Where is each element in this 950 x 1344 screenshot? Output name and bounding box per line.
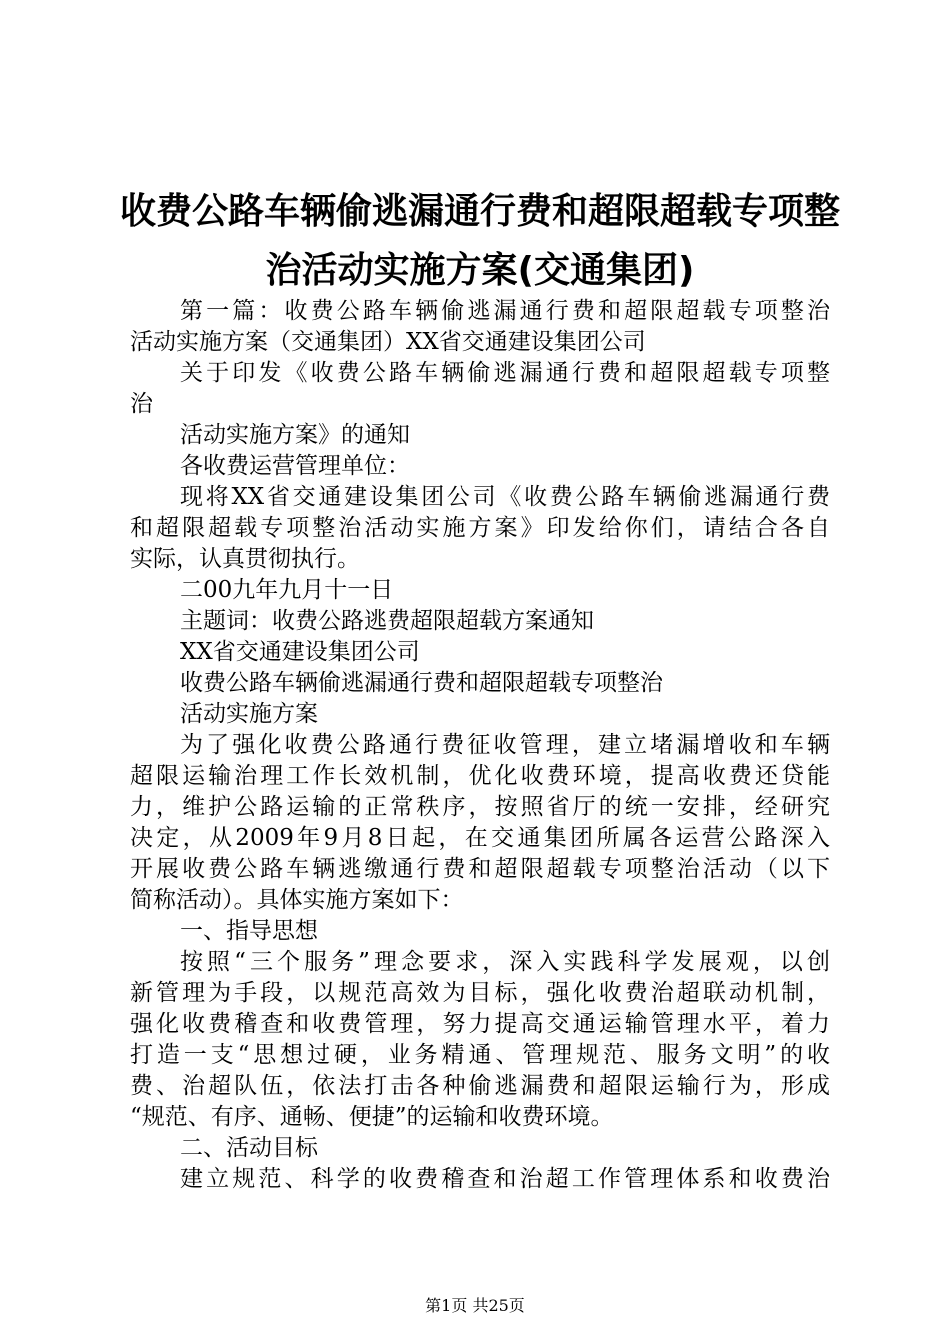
document-title-line-1: 收费公路车辆偷逃漏通行费和超限超载专项整 [120,191,841,232]
body-line: 为了强化收费公路通行费征收管理，建立堵漏增收和车辆 [180,732,830,758]
body-line: 活动实施方案（交通集团）XX省交通建设集团公司 [130,329,646,355]
body-line: 治 [130,391,153,417]
body-line: 收费公路车辆偷逃漏通行费和超限超载专项整治 [180,670,663,696]
document-body [130,296,830,1195]
body-line: 力，维护公路运输的正常秩序，按照省厅的统一安排，经研究 [130,794,830,820]
body-line: 费、治超队伍，依法打击各种偷逃漏费和超限运输行为，形成 [130,1073,830,1099]
body-line: 新管理为手段，以规范高效为目标，强化收费治超联动机制， [130,980,830,1006]
body-line: 二00九年九月十一日 [180,577,394,603]
body-line: “规范、有序、通畅、便捷”的运输和收费环境。 [130,1104,614,1130]
body-line: 活动实施方案 [180,701,318,727]
document-title-line-2: 治活动实施方案(交通集团) [265,250,695,291]
body-line: 现将XX省交通建设集团公司《收费公路车辆偷逃漏通行费 [180,484,830,510]
body-line: 和超限超载专项整治活动实施方案》印发给你们，请结合各自 [130,515,830,541]
body-line: 决定，从2009年9月8日起，在交通集团所属各运营公路深入 [130,825,830,851]
body-line: 建立规范、科学的收费稽查和治超工作管理体系和收费治 [180,1166,830,1192]
body-line: 活动实施方案》的通知 [180,422,410,448]
body-line: 关于印发《收费公路车辆偷逃漏通行费和超限超载专项整 [180,360,830,386]
section-heading: 一、指导思想 [180,918,318,944]
body-line: 开展收费公路车辆逃缴通行费和超限超载专项整治活动（以下 [130,856,830,882]
body-line: XX省交通建设集团公司 [180,639,420,665]
body-line: 强化收费稽查和收费管理，努力提高交通运输管理水平，着力 [130,1011,830,1037]
body-line: 按照“三个服务”理念要求，深入实践科学发展观，以创 [180,949,830,975]
body-line: 简称活动）。具体实施方案如下： [130,887,464,913]
body-line: 打造一支“思想过硬，业务精通、管理规范、服务文明”的收 [130,1042,830,1068]
body-line: 第一篇：收费公路车辆偷逃漏通行费和超限超载专项整治 [180,298,830,324]
body-line: 各收费运营管理单位： [180,453,410,479]
section-heading: 二、活动目标 [180,1135,318,1161]
page-number-footer: 第1页 共25页 [425,1296,525,1315]
body-line: 实际，认真贯彻执行。 [130,546,360,572]
body-line: 超限运输治理工作长效机制，优化收费环境，提高收费还贷能 [130,763,830,789]
body-line: 主题词：收费公路逃费超限超载方案通知 [180,608,594,634]
